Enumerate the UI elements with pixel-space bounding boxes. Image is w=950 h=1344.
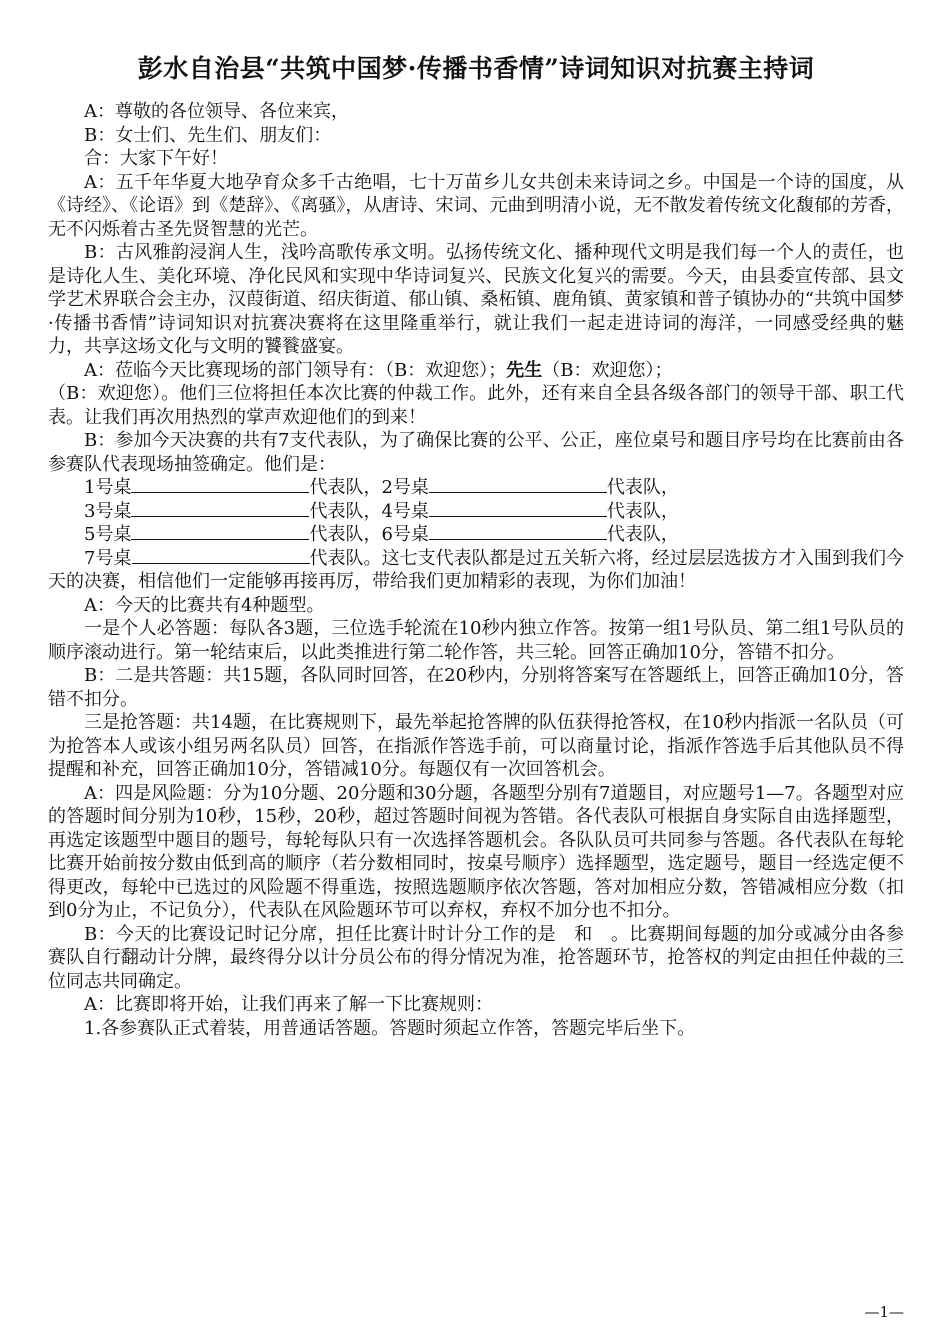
judges-text-1: A：莅临今天比赛现场的部门领导有：（B：欢迎您）； xyxy=(84,359,507,381)
rule-common: B：二是共答题：共15题，各队同时回答，在20秒内，分别将答案写在答题纸上，回答正确加10分，答错不扣分。 xyxy=(48,665,904,710)
desk-row-4 xyxy=(48,547,904,594)
rule-risk: A：四是风险题：分为10分题、20分题和30分题，各题型分别有7道题目，对应题号1—7。各题型对应的答题时间分别为10秒，15秒，20秒，超过答题时间视为答错。各代表队可根据自身实际自由选择题型，再选定该题型中题目的题号，每轮每队只有一次选择答题机会。各队队员可共同参与答题。各代表队在每轮比赛开始前按分数由低到高的顺序（若分数相同时，按桌号顺序）选择题型，选定题号，题目一经选定便不得更改，每轮中已选过的风险题不得重选，按照选题顺序依次答题，答对加相应分数，答错减相应分数（扣到0分为止，不记负分），代表队在风险题环节可以弃权，弃权不加分也不扣分。 xyxy=(48,782,904,921)
greeting-b: B：女士们、先生们、朋友们： xyxy=(84,124,332,146)
intro-paragraph-a: A：五千年华夏大地孕育众多千古绝唱，七十万苗乡儿女共创未来诗词之乡。中国是一个诗的国度，从《诗经》、《论语》到《楚辞》、《离骚》，从唐诗、宋词、元曲到明清小说，无不散发着传统文化馥郁的芳香，无不闪烁着古圣先贤智慧的光芒。 xyxy=(48,171,904,240)
blank-line xyxy=(131,500,309,517)
judges-bold-text: 先生 xyxy=(506,359,543,381)
rule-buzzer: 三是抢答题：共14题，在比赛规则下，最先举起抢答牌的队伍获得抢答权，在10秒内指派一名队员（可为抢答本人或该小组另两名队员）回答，在指派作答选手前，可以商量讨论，指派作答选手后其他队员不得提醒和补充，回答正确加10分，答错减10分。每题仅有一次回答机会。 xyxy=(48,712,904,780)
judges-paragraph-cont: （B：欢迎您）。他们三位将担任本次比赛的仲裁工作。此外，还有来自全县各级各部门的领导干部、职工代表。让我们再次用热烈的掌声欢迎他们的到来！ xyxy=(48,383,904,428)
desk-label: 代表队，4号桌 xyxy=(309,500,429,522)
desk-text: 代表队。这七支代表队都是过五关斩六将，经过层层选拔方才入围到我们今天的决赛，相信他们一定能够再接再厉，带给我们更加精彩的表现，为你们加油！ xyxy=(48,547,904,592)
blank-line xyxy=(131,523,309,540)
desk-row-1 xyxy=(48,476,904,500)
desk-row-2 xyxy=(48,500,904,524)
desk-label: 代表队，6号桌 xyxy=(309,524,429,545)
teams-intro: B：参加今天决赛的共有7支代表队，为了确保比赛的公平、公正，座位桌号和题目序号均在比赛前由各参赛队代表现场抽签确定。他们是： xyxy=(48,430,904,475)
blank-line xyxy=(429,476,607,493)
blank-line xyxy=(132,547,310,564)
blank-line xyxy=(131,476,309,493)
blank-line xyxy=(429,523,607,540)
desk-row-3 xyxy=(48,523,904,547)
page-number: —1— xyxy=(864,1303,904,1321)
document-page xyxy=(48,52,904,1040)
desk-label: 代表队， xyxy=(606,477,679,498)
desk-label: 代表队，2号桌 xyxy=(309,477,429,498)
rule-1: 1.各参赛队正式着装，用普通话答题。答题时须起立作答，答题完毕后坐下。 xyxy=(84,1017,696,1039)
desk-label: 3号桌 xyxy=(84,500,132,522)
rules-intro: A：比赛即将开始，让我们再来了解一下比赛规则： xyxy=(84,994,493,1015)
judges-paragraph xyxy=(48,359,904,383)
desk-label: 1号桌 xyxy=(84,477,132,498)
blank-line xyxy=(429,500,607,517)
intro-paragraph-b: B：古风雅韵浸润人生，浅吟高歌传承文明。弘扬传统文化、播种现代文明是我们每一个人的责任，也是诗化人生、美化环境、净化民风和实现中华诗词复兴、民族文化复兴的需要。今天，由县委宣传部、县文学艺术界联合会主办，汉葭街道、绍庆街道、郁山镇、桑柘镇、鹿角镇、黄家镇和普子镇协办的“共筑中国梦·传播书香情”诗词知识对抗赛决赛将在这里隆重举行，就让我们一起走进诗词的海洋，一同感受经典的魅力，共享这场文化与文明的饕餮盛宴。 xyxy=(48,242,904,357)
question-types-intro: A：今天的比赛共有4种题型。 xyxy=(84,594,325,616)
desk-label: 7号桌 xyxy=(84,547,132,569)
desk-label: 5号桌 xyxy=(84,524,132,545)
judges-text-2: （B：欢迎您）； xyxy=(542,359,673,381)
page-title: 彭水自治县“共筑中国梦·传播书香情”诗词知识对抗赛主持词 xyxy=(137,54,815,83)
rule-individual: 一是个人必答题：每队各3题，三位选手轮流在10秒内独立作答。按第一组1号队员、第二组1号队员的顺序滚动进行。第一轮结束后，以此类推进行第二轮作答，共三轮。回答正确加10分，答错不扣分。 xyxy=(48,618,904,663)
scoring-desk: B：今天的比赛设记时记分席，担任比赛计时计分工作的是 和 。比赛期间每题的加分或减分由各参赛队自行翻动计分牌，最终得分以计分员公布的得分情况为准，抢答题环节，抢答权的判定由担任仲裁的三位同志共同确定。 xyxy=(48,923,904,992)
greeting-a: A：尊敬的各位领导、各位来宾， xyxy=(84,101,349,122)
desk-label: 代表队， xyxy=(606,500,679,522)
greeting-together: 合：大家下午好！ xyxy=(84,148,228,169)
desk-label: 代表队， xyxy=(606,524,679,545)
